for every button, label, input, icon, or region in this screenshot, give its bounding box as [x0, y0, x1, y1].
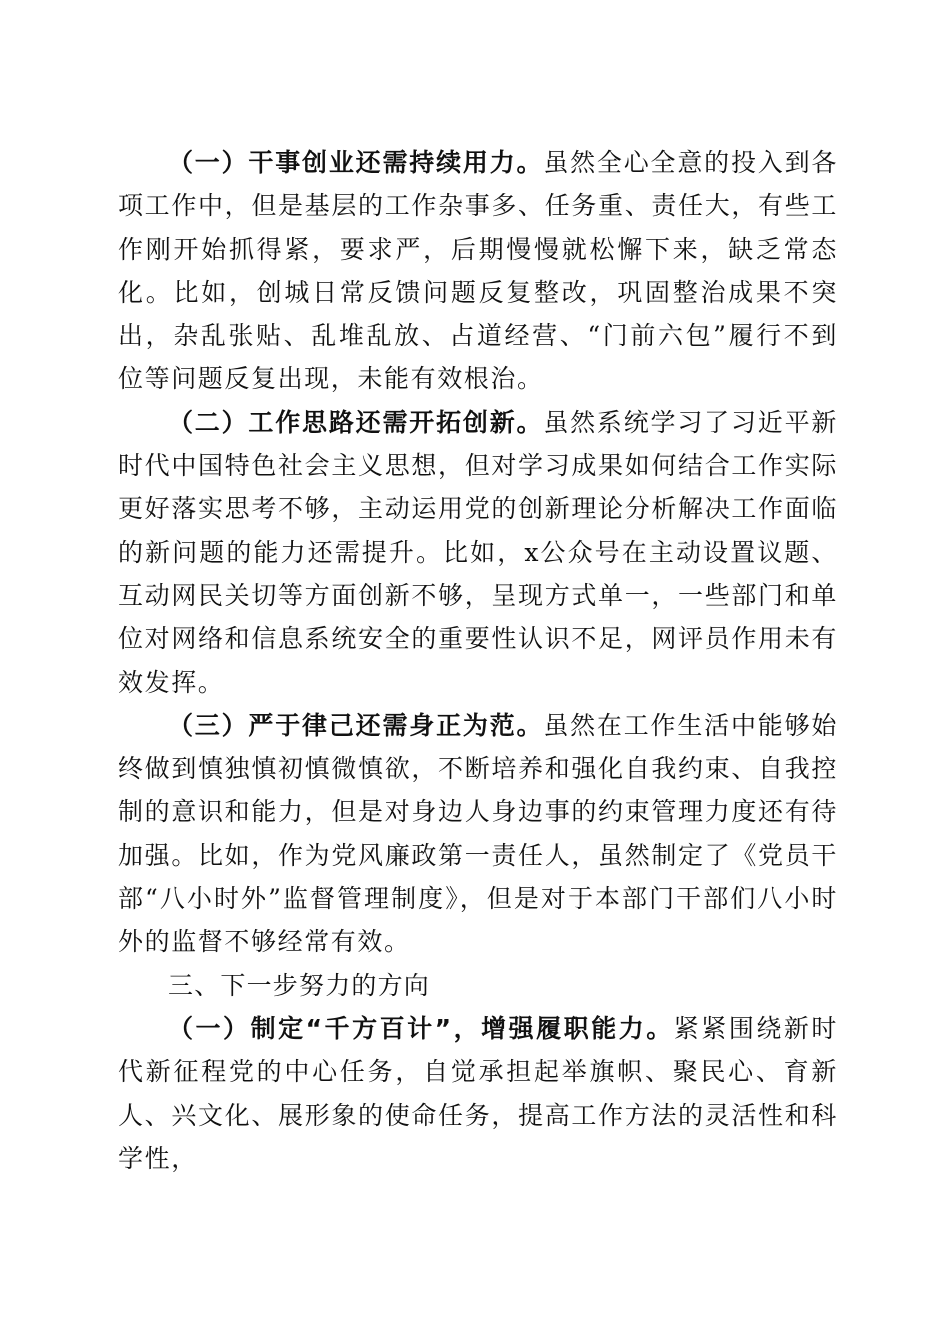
paragraph-4: [118, 1007, 838, 1180]
paragraph-1-lead: （一）干事创业还需持续用力。: [168, 148, 544, 177]
paragraph-3-lead: （三）严于律己还需身正为范。: [168, 710, 544, 740]
section-heading: 三、下一步努力的方向: [168, 970, 431, 1000]
paragraph-3: [118, 704, 838, 964]
paragraph-4-lead: （一）制定“千方百计”，增强履职能力。: [168, 1013, 674, 1043]
document-body: [118, 141, 838, 1180]
paragraph-3-body: 虽然在工作生活中能够始终做到慎独慎初慎微慎欲，不断培养和强化自我约束、自我控制的意识和能力，但是对身边人身边事的约束管理力度还有待加强。比如，作为党风廉政第一责任人，虽然制定了《党员干部“八小时外”监督管理制度》，但是对于本部门干部们八小时外的监督不够经常有效。: [118, 710, 838, 957]
paragraph-4-body: 紧紧围绕新时代新征程党的中心任务，自觉承担起举旗帜、聚民心、育新人、兴文化、展形象的使命任务，提高工作方法的灵活性和科学性，: [118, 1013, 838, 1173]
paragraph-1: [118, 141, 838, 401]
paragraph-2-lead: （二）工作思路还需开拓创新。: [168, 407, 544, 437]
paragraph-1-body: 虽然全心全意的投入到各项工作中，但是基层的工作杂事多、任务重、责任大，有些工作刚开始抓得紧，要求严，后期慢慢就松懈下来，缺乏常态化。比如，创城日常反馈问题反复整改，巩固整治成果不突出，杂乱张贴、乱堆乱放、占道经营、“门前六包”履行不到位等问题反复出现，未能有效根治。: [118, 148, 838, 394]
paragraph-2-body: 虽然系统学习了习近平新时代中国特色社会主义思想，但对学习成果如何结合工作实际更好落实思考不够，主动运用党的创新理论分析解决工作面临的新问题的能力还需提升。比如，x公众号在主动设置议题、互动网民关切等方面创新不够，呈现方式单一，一些部门和单位对网络和信息系统安全的重要性认识不足，网评员作用未有效发挥。: [118, 407, 838, 697]
paragraph-2: [118, 401, 838, 704]
